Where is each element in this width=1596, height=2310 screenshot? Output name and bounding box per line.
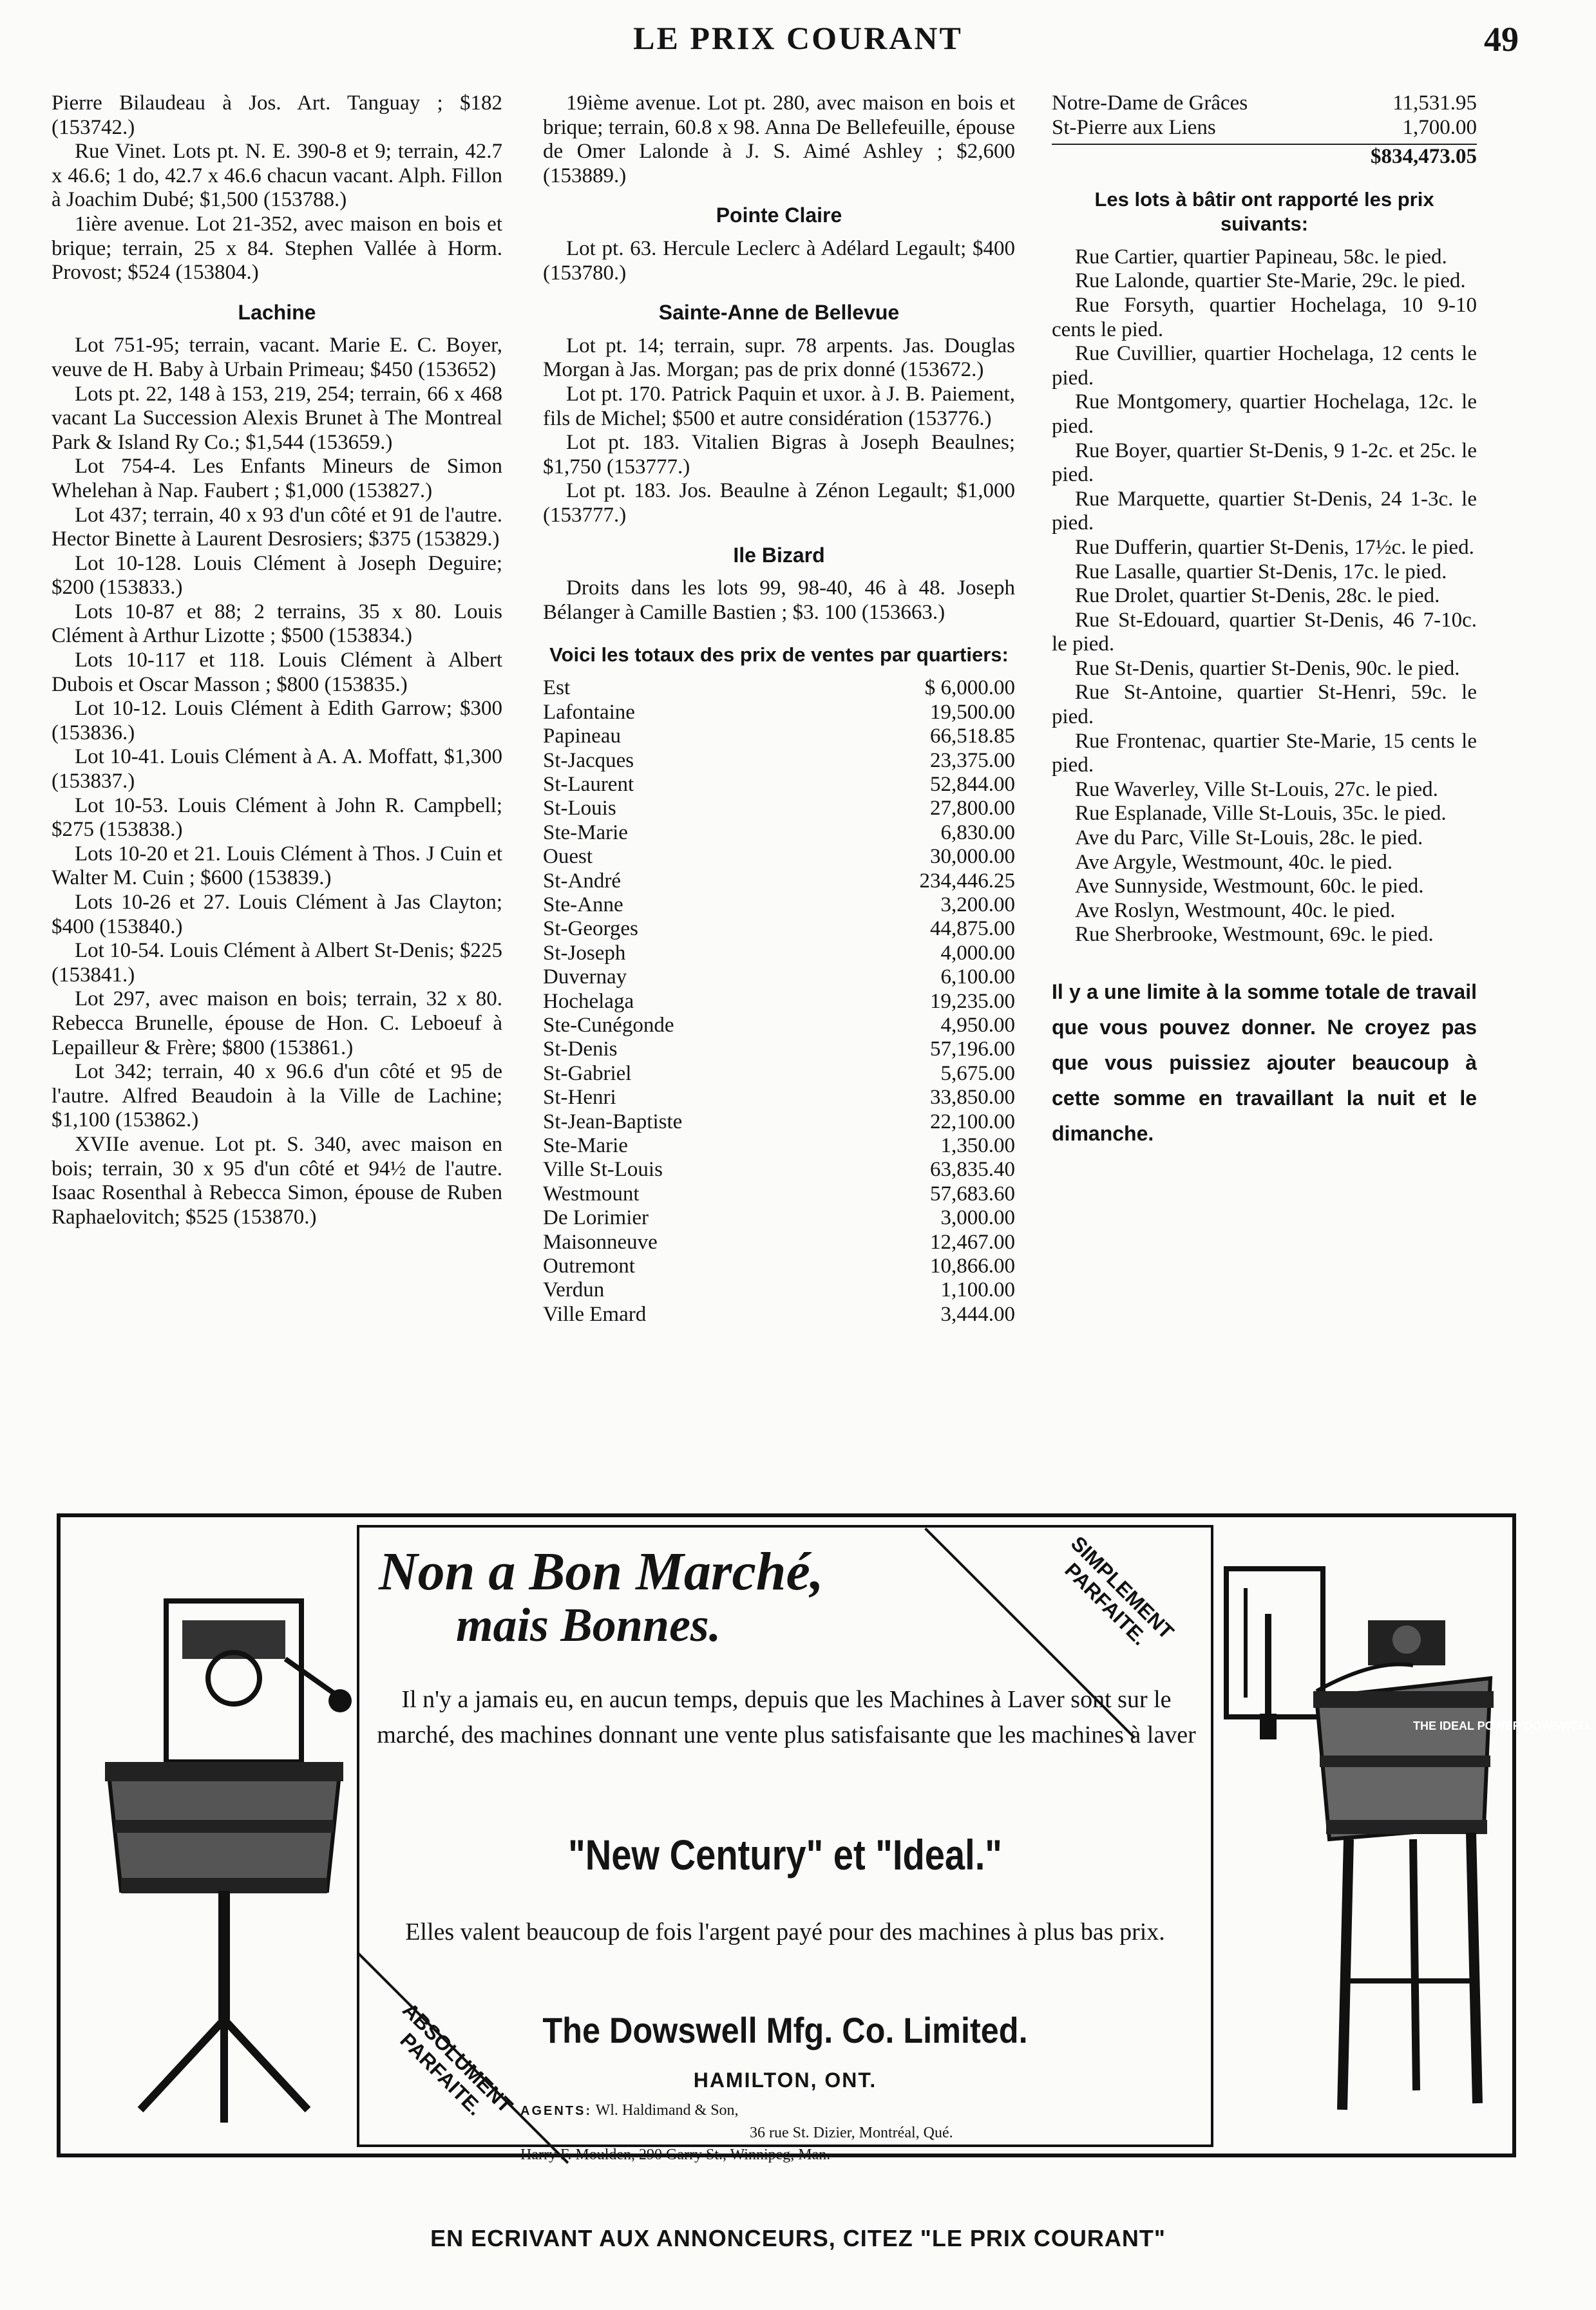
- quarter-value: 63,835.40: [930, 1158, 1015, 1182]
- lot-price-entry: Rue St-Edouard, quartier St-Denis, 46 7-10c. le pied.: [1052, 608, 1477, 656]
- quarter-name: Ste-Marie: [543, 820, 628, 844]
- quarter-value: 1,700.00: [1402, 115, 1477, 139]
- quarter-name: Westmount: [543, 1182, 640, 1206]
- entry: Pierre Bilaudeau à Jos. Art. Tanguay ; $182 (153742.): [52, 91, 502, 139]
- quarter-name: Maisonneuve: [543, 1230, 658, 1254]
- lot-price-entry: Rue Dufferin, quartier St-Denis, 17½c. le pied.: [1075, 535, 1474, 559]
- quarter-value: 33,850.00: [930, 1086, 1015, 1110]
- entry: Droits dans les lots 99, 98-40, 46 à 48. Joseph Bélanger à Camille Bastien ; $3. 100 (153663.): [543, 576, 1015, 624]
- quarter-value: 234,446.25: [919, 869, 1015, 893]
- entry: Lot pt. 63. Hercule Leclerc à Adélard Legault; $400 (153780.): [543, 236, 1015, 285]
- entry: Lot 342; terrain, 40 x 96.6 d'un côté et 95 de l'autre. Alfred Beaudoin à la Ville de Lachine; $1,100 (153862.): [52, 1060, 502, 1132]
- totals-row: [543, 1206, 1015, 1230]
- band-absolument-parfaite: ABSOLUMENT PARFAITE.: [395, 1998, 518, 2120]
- quarter-name: Ste-Anne: [543, 893, 623, 916]
- power-washing-machine-icon: [1220, 1530, 1593, 2142]
- washing-machine-illustration-left: [70, 1530, 353, 2142]
- entry: Lot pt. 183. Vitalien Bigras à Joseph Beaulnes; $1,750 (153777.): [543, 431, 1015, 478]
- lot-price-entry: Rue Boyer, quartier St-Denis, 9 1-2c. et 25c. le pied.: [1052, 439, 1477, 487]
- entry: Lot 10-53. Louis Clément à John R. Campbell; $275 (153838.): [52, 793, 502, 842]
- lot-price-entry: Rue Lasalle, quartier St-Denis, 17c. le pied.: [1075, 560, 1447, 583]
- section-heading-lachine: Lachine: [238, 300, 316, 324]
- agent-name: Wl. Haldimand & Son,: [595, 2102, 739, 2119]
- lot-price-entry: Ave du Parc, Ville St-Louis, 28c. le pied.: [1075, 826, 1423, 850]
- section-heading-pointe-claire: Pointe Claire: [716, 204, 842, 227]
- quarter-name: St-Joseph: [543, 941, 626, 965]
- quarter-value: 4,950.00: [940, 1013, 1015, 1037]
- entry: Lots 10-20 et 21. Louis Clément à Thos. J Cuin et Walter M. Cuin ; $600 (153839.): [52, 842, 502, 890]
- advertisement-text-panel: [357, 1525, 1213, 2163]
- quarter-value: 3,000.00: [940, 1206, 1015, 1230]
- band-simplement-parfaite: SIMPLEMENT PARFAITE.: [1060, 1531, 1179, 1650]
- quarter-value: 3,200.00: [940, 893, 1015, 916]
- quarter-value: 3,444.00: [940, 1302, 1015, 1326]
- totals-row: [543, 917, 1015, 941]
- totals-row: [543, 1037, 1015, 1061]
- ad-company-name: The Dowswell Mfg. Co. Limited.: [542, 2010, 1028, 2050]
- totals-row: [543, 1062, 1015, 1086]
- entry: Lots 10-117 et 118. Louis Clément à Albert Dubois et Oscar Masson ; $800 (153835.): [52, 649, 502, 696]
- ad-products: "New Century" et "Ideal.": [568, 1831, 1002, 1879]
- quarter-name: St-Georges: [543, 917, 638, 941]
- entry: Lot 751-95; terrain, vacant. Marie E. C. Boyer, veuve de H. Baby à Urbain Primeau; $450 (153652): [52, 334, 502, 381]
- quarter-name: St-André: [543, 869, 621, 893]
- lots-heading: Les lots à bâtir ont rapporté les prix suivants:: [1094, 187, 1434, 235]
- quarter-name: Duvernay: [543, 965, 627, 989]
- totals-row: [543, 821, 1015, 845]
- lot-price-entry: Rue Lalonde, quartier Ste-Marie, 29c. le pied.: [1075, 269, 1466, 293]
- quarter-value: 10,866.00: [930, 1254, 1015, 1278]
- entry: Lot 10-54. Louis Clément à Albert St-Denis; $225 (153841.): [52, 939, 502, 987]
- agents-label: AGENTS:: [520, 2104, 592, 2118]
- quarter-name: Ste-Marie: [543, 1134, 628, 1157]
- quarter-value: 57,683.60: [930, 1182, 1015, 1206]
- section-heading-sainte-anne: Sainte-Anne de Bellevue: [658, 301, 900, 325]
- lot-price-entry: Rue Cartier, quartier Papineau, 58c. le pied.: [1075, 245, 1447, 269]
- quarter-name: St-Gabriel: [543, 1061, 632, 1085]
- page-footer: EN ECRIVANT AUX ANNONCEURS, CITEZ "LE PRIX COURANT": [430, 2225, 1166, 2251]
- quarter-name: Verdun: [543, 1278, 605, 1302]
- notice-paragraph: Il y a une limite à la somme totale de travail que vous pouvez donner. Ne croyez pas que vous puissiez ajouter beaucoup à cette somme en travaillant la nuit et le dimanche.: [1052, 980, 1477, 1145]
- lot-price-entry: Ave Argyle, Westmount, 40c. le pied.: [1075, 850, 1393, 874]
- entry: Lot pt. 14; terrain, supr. 78 arpents. Jas. Douglas Morgan à Jas. Morgan; pas de prix donné (153672.): [543, 334, 1015, 382]
- quarter-value: 1,350.00: [940, 1134, 1015, 1157]
- totals-row: [1052, 91, 1477, 116]
- lot-price-entry: Rue St-Antoine, quartier St-Henri, 59c. le pied.: [1052, 681, 1477, 729]
- quarter-value: 11,531.95: [1392, 91, 1477, 115]
- quarter-name: St-Laurent: [543, 772, 634, 796]
- totals-row: [543, 1231, 1015, 1254]
- ad-agents: [520, 2099, 953, 2166]
- machine-nameplate: THE IDEAL POWER DOWSWELL: [1413, 1719, 1593, 1732]
- totals-row: [543, 1086, 1015, 1110]
- totals-row: [543, 1110, 1015, 1134]
- quarter-name: Hochelaga: [543, 989, 634, 1013]
- quarter-name: Outremont: [543, 1254, 635, 1278]
- washing-machine-illustration-right: [1220, 1530, 1593, 2142]
- totals-row: [543, 676, 1015, 700]
- totals-row: [543, 724, 1015, 748]
- quarter-name: St-Pierre aux Liens: [1052, 115, 1216, 139]
- washing-machine-icon: [70, 1530, 353, 2142]
- section-heading-ile-bizard: Ile Bizard: [733, 543, 825, 567]
- quarter-value: 19,235.00: [930, 989, 1015, 1013]
- journal-title: LE PRIX COURANT: [633, 20, 963, 56]
- quarter-value: 6,100.00: [940, 965, 1015, 989]
- entry: Lot pt. 170. Patrick Paquin et uxor. à J. B. Paiement, fils de Michel; $500 et autre considération (153776.): [543, 382, 1015, 430]
- quarter-value: 5,675.00: [940, 1061, 1015, 1085]
- totals-row: [543, 990, 1015, 1014]
- quarter-value: 27,800.00: [930, 797, 1015, 820]
- quarter-name: Ste-Cunégonde: [543, 1013, 674, 1037]
- entry: Lot 10-12. Louis Clément à Edith Garrow; $300 (153836.): [52, 697, 502, 744]
- totals-row: [543, 1182, 1015, 1206]
- entry: Lot 10-41. Louis Clément à A. A. Moffatt, $1,300 (153837.): [52, 745, 502, 793]
- totals-row: [543, 1254, 1015, 1278]
- column-middle: [543, 91, 1015, 1327]
- totals-row: [543, 1134, 1015, 1158]
- totals-row: [543, 1014, 1015, 1037]
- totals-row: [543, 965, 1015, 989]
- quarter-value: 12,467.00: [930, 1230, 1015, 1254]
- quarter-name: Est: [543, 676, 571, 700]
- entry: Lot pt. 183. Jos. Beaulne à Zénon Legault; $1,000 (153777.): [543, 479, 1015, 527]
- quarter-value: 23,375.00: [930, 748, 1015, 772]
- lot-price-entry: Rue Forsyth, quartier Hochelaga, 10 9-10 cents le pied.: [1052, 293, 1477, 341]
- quarter-name: Papineau: [543, 724, 621, 748]
- ad-headline: Non a Bon Marché,: [379, 1542, 824, 1602]
- totals-heading: Voici les totaux des prix de ventes par quartiers:: [549, 643, 1009, 667]
- lot-price-entry: Rue St-Denis, quartier St-Denis, 90c. le pied.: [1075, 656, 1460, 680]
- quarter-name: St-Louis: [543, 797, 616, 820]
- totals-row: [543, 1158, 1015, 1182]
- entry: Lot 437; terrain, 40 x 93 d'un côté et 91 de l'autre. Hector Binette à Laurent Desrosiers; $375 (153829.): [52, 503, 502, 551]
- quarter-value: 44,875.00: [930, 917, 1015, 941]
- lot-price-entry: Rue Cuvillier, quartier Hochelaga, 12 cents le pied.: [1052, 342, 1477, 390]
- quarter-value: 19,500.00: [930, 700, 1015, 724]
- entry: Lots pt. 22, 148 à 153, 219, 254; terrain, 66 x 468 vacant La Succession Alexis Brunet à The Montreal Park & Island Ry Co.; $1,544 (153659.): [52, 382, 502, 454]
- quarter-name: Ville Emard: [543, 1302, 647, 1326]
- advertisement: [57, 1513, 1593, 2163]
- lot-price-entry: Rue Frontenac, quartier Ste-Marie, 15 cents le pied.: [1052, 729, 1477, 777]
- entry: Lot 10-128. Louis Clément à Joseph Deguire; $200 (153833.): [52, 551, 502, 600]
- quarter-name: Notre-Dame de Grâces: [1052, 91, 1248, 115]
- totals-row: [543, 797, 1015, 820]
- quarter-value: 57,196.00: [930, 1037, 1015, 1061]
- totals-row: [543, 1303, 1015, 1327]
- totals-row: [543, 942, 1015, 965]
- totals-row: [1052, 116, 1477, 140]
- quarter-value: 4,000.00: [940, 941, 1015, 965]
- page-number: 49: [1484, 20, 1519, 59]
- quarter-name: Ouest: [543, 845, 593, 869]
- ad-subheadline: mais Bonnes.: [456, 1599, 721, 1652]
- totals-row: [543, 893, 1015, 917]
- agent-address: 36 rue St. Dizier, Montréal, Qué.: [750, 2125, 953, 2141]
- lot-price-entry: Rue Esplanade, Ville St-Louis, 35c. le pied.: [1075, 802, 1447, 826]
- quarter-name: St-Jean-Baptiste: [543, 1110, 683, 1133]
- quarter-value: $ 6,000.00: [924, 676, 1015, 700]
- quarter-value: 66,518.85: [930, 724, 1015, 748]
- totals-row: [543, 701, 1015, 724]
- quarter-name: De Lorimier: [543, 1206, 649, 1230]
- lot-price-entry: Rue Marquette, quartier St-Denis, 24 1-3c. le pied.: [1052, 487, 1477, 535]
- ad-body-text: Elles valent beaucoup de fois l'argent payé pour des machines à plus bas prix.: [405, 1918, 1165, 1946]
- entry: 1ière avenue. Lot 21-352, avec maison en bois et brique; terrain, 25 x 84. Stephen Vallée à Horm. Provost; $524 (153804.): [52, 212, 502, 285]
- quarter-value: 30,000.00: [930, 845, 1015, 869]
- lot-price-entry: Rue Drolet, quartier St-Denis, 28c. le pied.: [1075, 584, 1440, 608]
- entry: Rue Vinet. Lots pt. N. E. 390-8 et 9; terrain, 42.7 x 46.6; 1 do, 42.7 x 46.6 chacun vacant. Alph. Fillon à Joachim Dubé; $1,500 (153788.): [52, 140, 502, 212]
- totals-row: [543, 749, 1015, 773]
- lot-price-entry: Ave Sunnyside, Westmount, 60c. le pied.: [1075, 875, 1424, 898]
- totals-row: [543, 869, 1015, 893]
- totals-row: [543, 1278, 1015, 1302]
- grand-total: $834,473.05: [1052, 144, 1477, 169]
- quarter-name: Lafontaine: [543, 700, 635, 724]
- page-header: [0, 19, 1596, 64]
- lot-price-entry: Rue Sherbrooke, Westmount, 69c. le pied.: [1075, 923, 1434, 947]
- entry: Lots 10-26 et 27. Louis Clément à Jas Clayton; $400 (153840.): [52, 891, 502, 938]
- quarter-value: 1,100.00: [940, 1278, 1015, 1302]
- quarter-value: 52,844.00: [930, 772, 1015, 796]
- entry: Lots 10-87 et 88; 2 terrains, 35 x 80. Louis Clément à Arthur Lizotte ; $500 (153834.): [52, 600, 502, 648]
- lots-list: [1052, 245, 1477, 947]
- totals-row: [543, 773, 1015, 797]
- quarter-name: St-Denis: [543, 1037, 618, 1061]
- column-right: [1052, 91, 1477, 1151]
- lot-price-entry: Rue Waverley, Ville St-Louis, 27c. le pied.: [1075, 777, 1438, 801]
- column-left: [52, 91, 502, 1229]
- lot-price-entry: Ave Roslyn, Westmount, 40c. le pied.: [1075, 898, 1396, 922]
- entry: XVIIe avenue. Lot pt. S. 340, avec maison en bois; terrain, 30 x 95 d'un côté et 94½ de l'autre. Isaac Rosenthal à Rebecca Simon, épouse de Ruben Raphaelovitch; $525 (153870.): [52, 1132, 502, 1229]
- entry: 19ième avenue. Lot pt. 280, avec maison en bois et brique; terrain, 60.8 x 98. Anna De Bellefeuille, épouse de Omer Lalonde à J. S. Aimé Ashley ; $2,600 (153889.): [543, 91, 1015, 187]
- agent-name: Harry F. Moulden, 290 Garry St., Winnipeg, Man.: [520, 2146, 831, 2163]
- totals-row: [543, 845, 1015, 869]
- ad-city: HAMILTON, ONT.: [693, 2069, 877, 2092]
- quarter-name: St-Jacques: [543, 748, 634, 772]
- totals-table: [543, 676, 1015, 1327]
- entry: Lot 754-4. Les Enfants Mineurs de Simon Whelehan à Nap. Faubert ; $1,000 (153827.): [52, 455, 502, 502]
- entry: Lot 297, avec maison en bois; terrain, 32 x 80. Rebecca Brunelle, épouse de Hon. C. Leboeuf à Lepailleur & Frère; $800 (153861.): [52, 987, 502, 1059]
- quarter-value: 22,100.00: [930, 1110, 1015, 1133]
- ad-body-text: Il n'y a jamais eu, en aucun temps, depuis que les Machines à Laver sont sur le marché, des machines donnant une vente plus satisfaisante que les machines à laver: [377, 1686, 1196, 1748]
- quarter-name: Ville St-Louis: [543, 1158, 663, 1182]
- quarter-value: 6,830.00: [940, 820, 1015, 844]
- lot-price-entry: Rue Montgomery, quartier Hochelaga, 12c. le pied.: [1052, 390, 1477, 438]
- quarter-name: St-Henri: [543, 1086, 616, 1110]
